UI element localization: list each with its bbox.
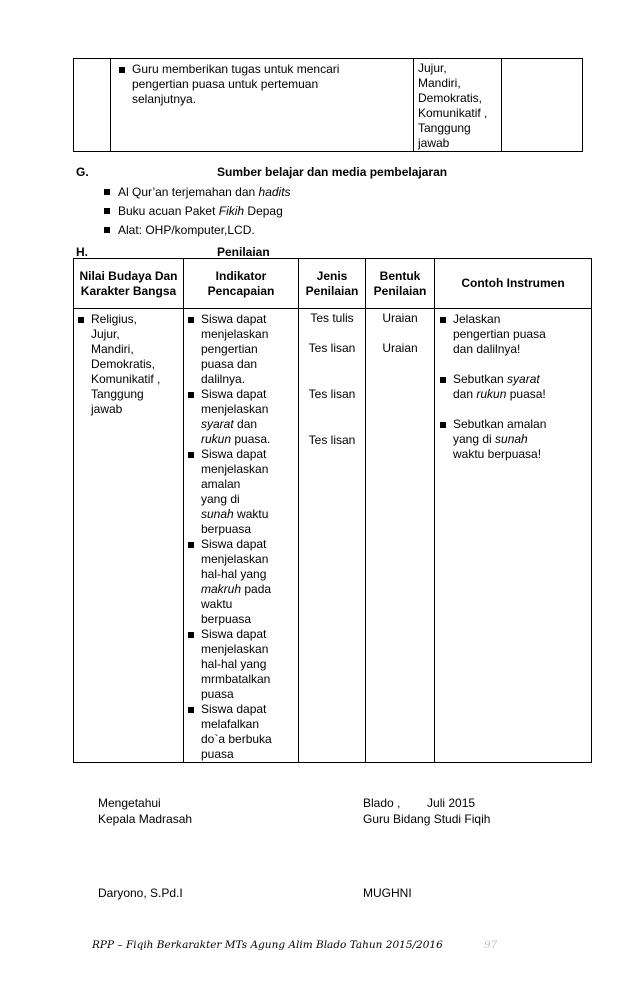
page-number: 97 [484,939,498,951]
indicator-item: Siswa dapat menjelaskan hal-hal yang mrmbatalkan puasa [188,627,298,702]
header-bentuk: Bentuk Penilaian [366,259,435,309]
list-item: Al Qur’an terjemahan dan hadits [104,183,291,202]
bullet-icon [440,422,446,428]
indicator-item: Siswa dapat menjelaskan pengertian puasa dan dalilnya. [188,312,298,387]
bullet-icon [440,377,446,383]
activity-cell [111,59,414,152]
instrument-cell [435,309,592,763]
bullet-icon [78,317,84,323]
jenis-item: Tes lisan [308,341,356,355]
bullet-icon [188,632,194,638]
footer-text: RPP – Fiqih Berkarakter MTs Agung Alim Blado Tahun 2015/2016 [92,939,443,951]
top-continuation-table [73,58,583,152]
header-nilai: Nilai Budaya Dan Karakter Bangsa [74,259,184,309]
section-g-list [104,183,291,240]
indicators-cell [184,309,299,763]
jenis-item: Tes lisan [308,387,356,401]
instrument-item: Sebutkan syarat dan rukun puasa! [440,372,591,402]
sign-left-2: Kepala Madrasah [98,812,193,826]
value-line: jawab [418,136,450,150]
section-g-title: Sumber belajar dan media pembelajaran [217,165,448,179]
sign-right-2: Guru Bidang Studi Fiqih [363,812,491,826]
bullet-icon [104,227,110,233]
section-g-letter: G. [76,165,89,179]
sign-right-name: MUGHNI [363,886,412,900]
bullet-icon [104,208,110,214]
value-line: Mandiri, [418,76,461,90]
empty-cell [74,59,111,152]
bullet-icon [104,189,110,195]
sign-left-name: Daryono, S.Pd.I [98,886,183,900]
section-h-letter: H. [76,245,88,259]
bullet-icon [119,67,125,73]
table-header-row [74,259,592,309]
instrument-item: Jelaskan pengertian puasa dan dalilnya! [440,312,591,357]
bentuk-cell [366,309,435,763]
header-contoh: Contoh Instrumen [435,259,592,309]
value-line: Komunikatif , [418,106,488,120]
jenis-item: Tes lisan [308,433,356,447]
sign-left-1: Mengetahui [98,796,161,810]
table-row [74,309,592,763]
bullet-icon [188,317,194,323]
value-line: Demokratis, [418,91,483,105]
instrument-item: Sebutkan amalan yang di sunah waktu berpuasa! [440,417,591,462]
assessment-table [73,258,592,763]
indicator-item: Siswa dapat menjelaskan hal-hal yang makruh pada waktu berpuasa [188,537,298,627]
jenis-cell [299,309,366,763]
sign-right-1: Blado , Juli 2015 [363,796,476,810]
header-indikator: Indikator Pencapaian [184,259,299,309]
indicator-item: Siswa dapat menjelaskan amalan yang di sunah waktu berpuasa [188,447,298,537]
values-list: Religius, Jujur, Mandiri, Demokratis, Komunikatif , Tanggung jawab [91,312,161,416]
bentuk-item: Uraian [382,341,418,355]
header-jenis: Jenis Penilaian [299,259,366,309]
list-item: Alat: OHP/komputer,LCD. [104,221,291,240]
indicator-item: Siswa dapat menjelaskan syarat dan rukun puasa. [188,387,298,447]
bullet-icon [188,452,194,458]
bullet-icon [188,707,194,713]
values-cell [414,59,502,152]
empty-cell [502,59,583,152]
values-cell [74,309,184,763]
bullet-icon [188,542,194,548]
section-h-title: Penilaian [217,245,270,259]
bentuk-item: Uraian [382,311,418,325]
bullet-icon [440,317,446,323]
bullet-icon [188,392,194,398]
value-line: Jujur, [418,61,447,75]
value-line: Tanggung [418,121,471,135]
indicator-item: Siswa dapat melafalkan do`a berbuka puasa [188,702,298,762]
jenis-item: Tes tulis [310,311,354,325]
list-item: Buku acuan Paket Fikih Depag [104,202,291,221]
activity-text: Guru memberikan tugas untuk mencari pengertian puasa untuk pertemuan selanjutnya. [132,62,340,106]
